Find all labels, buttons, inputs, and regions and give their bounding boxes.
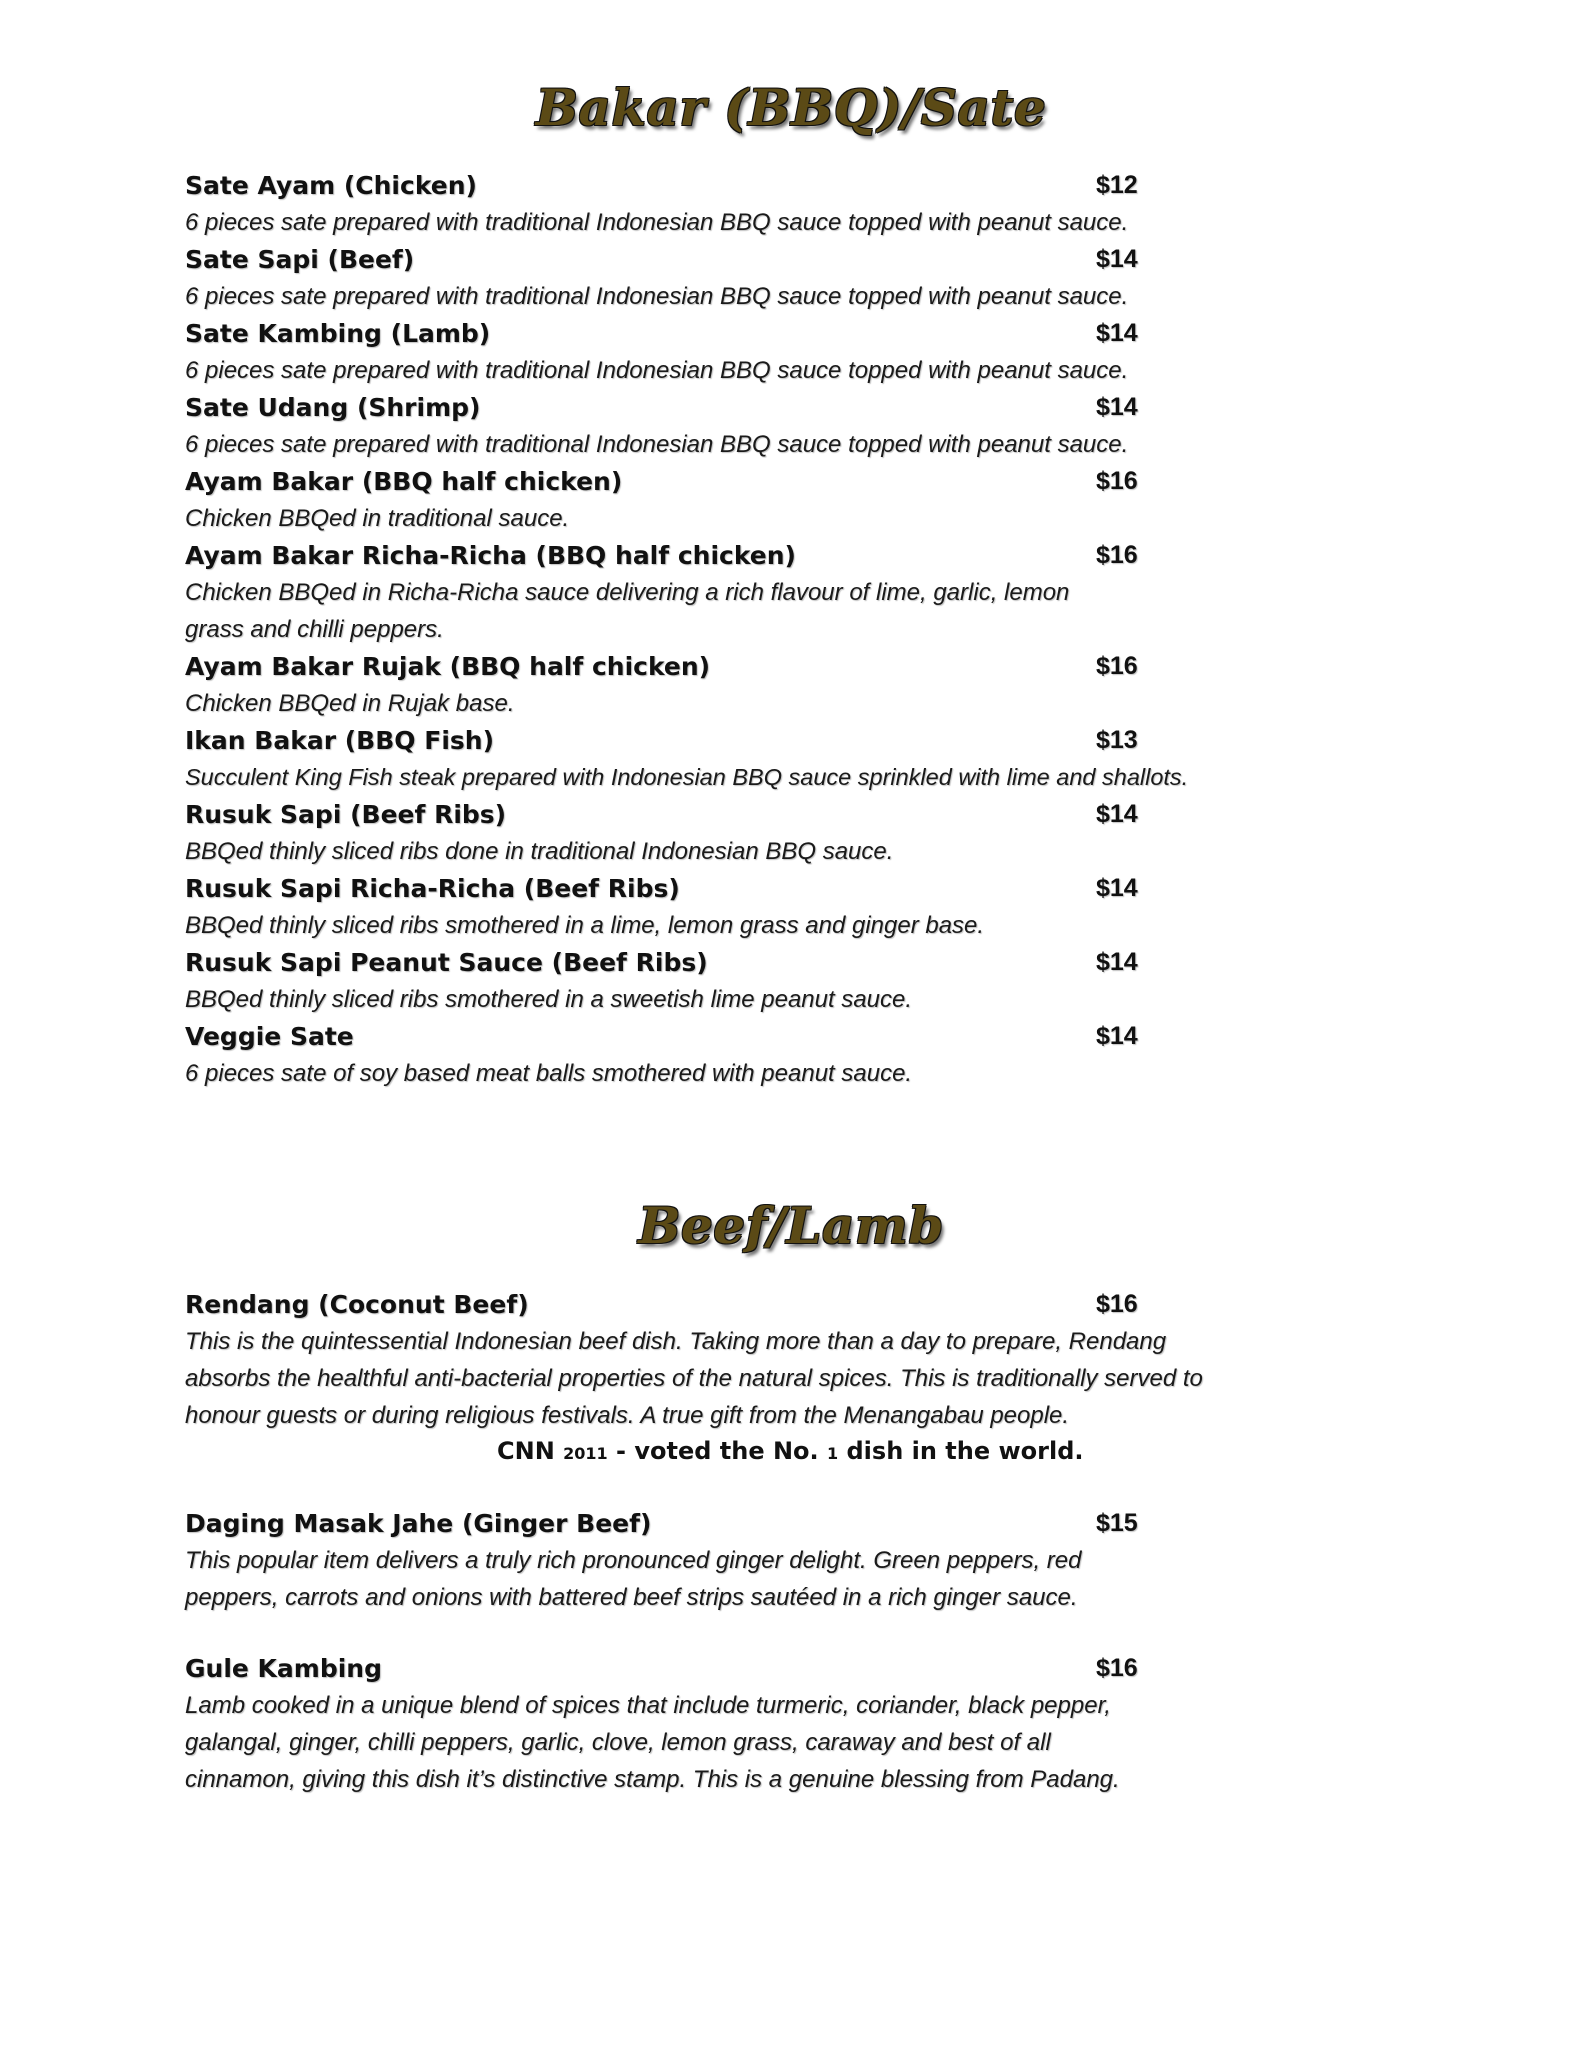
item-description: This is the quintessential Indonesian beef dish. Taking more than a day to prepare, Rendang absorbs the healthful anti-bacterial properties of the natural spices. This is traditionally served to honour guests or during religious festivals. A true gift from the Menangabau people. [185, 1328, 1203, 1429]
item-name: Rusuk Sapi Peanut Sauce (Beef Ribs) [185, 948, 708, 977]
item-price: $13 [1096, 726, 1138, 754]
item-price: $16 [1096, 541, 1138, 569]
section-title-beef-lamb: Beef/Lamb [638, 1196, 944, 1255]
item-description: BBQed thinly sliced ribs done in traditional Indonesian BBQ sauce. [185, 838, 894, 865]
menu-item [185, 167, 1285, 241]
item-description: 6 pieces sate prepared with traditional Indonesian BBQ sauce topped with peanut sauce. [185, 431, 1129, 458]
item-price: $14 [1096, 245, 1138, 273]
item-price: $14 [1096, 874, 1138, 902]
menu-item [185, 1505, 1285, 1616]
spacer [185, 1471, 1285, 1505]
menu-item [185, 1286, 1285, 1471]
menu-item [185, 722, 1285, 796]
item-price: $16 [1096, 1290, 1138, 1318]
item-price: $16 [1096, 652, 1138, 680]
menu-item [185, 537, 1285, 648]
menu-item [185, 389, 1285, 463]
item-name: Veggie Sate [185, 1022, 354, 1051]
item-name: Rusuk Sapi Richa-Richa (Beef Ribs) [185, 874, 680, 903]
item-name: Gule Kambing [185, 1654, 382, 1683]
item-name: Sate Ayam (Chicken) [185, 171, 477, 200]
item-description: Chicken BBQed in Richa-Richa sauce delivering a rich flavour of lime, garlic, lemon grass and chilli peppers. [185, 579, 1070, 643]
menu-item [185, 241, 1285, 315]
menu-item [185, 796, 1285, 870]
item-price: $16 [1096, 1654, 1138, 1682]
item-description: Chicken BBQed in Rujak base. [185, 690, 515, 717]
item-name: Ayam Bakar Rujak (BBQ half chicken) [185, 652, 711, 681]
item-name: Rendang (Coconut Beef) [185, 1290, 529, 1319]
item-award-note: CNN 2011 - voted the No. 1 dish in the world. [497, 1437, 1084, 1465]
item-price: $14 [1096, 948, 1138, 976]
menu-item [185, 315, 1285, 389]
menu-item [185, 944, 1285, 1018]
item-description: 6 pieces sate of soy based meat balls smothered with peanut sauce. [185, 1060, 913, 1087]
menu-item [185, 1018, 1285, 1092]
item-description: Chicken BBQed in traditional sauce. [185, 505, 570, 532]
item-description: Lamb cooked in a unique blend of spices that include turmeric, coriander, black pepper, galangal, ginger, chilli peppers, garlic, clove, lemon grass, caraway and best of all cinnamon, giving this dish it’s distinctive stamp. This is a genuine blessing from Padang. [185, 1692, 1120, 1793]
item-price: $14 [1096, 800, 1138, 828]
menu-item [185, 648, 1285, 722]
spacer [185, 1616, 1285, 1650]
bbq-menu-list [185, 167, 1285, 1092]
item-name: Rusuk Sapi (Beef Ribs) [185, 800, 507, 829]
item-description: BBQed thinly sliced ribs smothered in a sweetish lime peanut sauce. [185, 986, 913, 1013]
item-name: Sate Sapi (Beef) [185, 245, 415, 274]
item-description: This popular item delivers a truly rich pronounced ginger delight. Green peppers, red peppers, carrots and onions with battered beef strips sautéed in a rich ginger sauce. [185, 1547, 1082, 1611]
item-description: 6 pieces sate prepared with traditional Indonesian BBQ sauce topped with peanut sauce. [185, 283, 1129, 310]
menu-item [185, 463, 1285, 537]
menu-item [185, 1650, 1285, 1798]
item-description: 6 pieces sate prepared with traditional Indonesian BBQ sauce topped with peanut sauce. [185, 357, 1129, 384]
menu-item [185, 870, 1285, 944]
item-price: $14 [1096, 393, 1138, 421]
item-name: Ikan Bakar (BBQ Fish) [185, 726, 494, 755]
item-name: Ayam Bakar (BBQ half chicken) [185, 467, 623, 496]
item-name: Daging Masak Jahe (Ginger Beef) [185, 1509, 652, 1538]
section-title-bbq: Bakar (BBQ)/Sate [535, 78, 1047, 137]
item-description: 6 pieces sate prepared with traditional Indonesian BBQ sauce topped with peanut sauce. [185, 209, 1129, 236]
item-price: $16 [1096, 467, 1138, 495]
item-price: $12 [1096, 171, 1138, 199]
item-name: Sate Udang (Shrimp) [185, 393, 481, 422]
item-price: $14 [1096, 319, 1138, 347]
item-description: Succulent King Fish steak prepared with Indonesian BBQ sauce sprinkled with lime and shallots. [185, 764, 1189, 790]
beef-lamb-menu-list [185, 1286, 1285, 1798]
item-price: $15 [1096, 1509, 1138, 1537]
item-description: BBQed thinly sliced ribs smothered in a lime, lemon grass and ginger base. [185, 912, 985, 939]
item-name: Ayam Bakar Richa-Richa (BBQ half chicken) [185, 541, 796, 570]
item-name: Sate Kambing (Lamb) [185, 319, 491, 348]
item-price: $14 [1096, 1022, 1138, 1050]
